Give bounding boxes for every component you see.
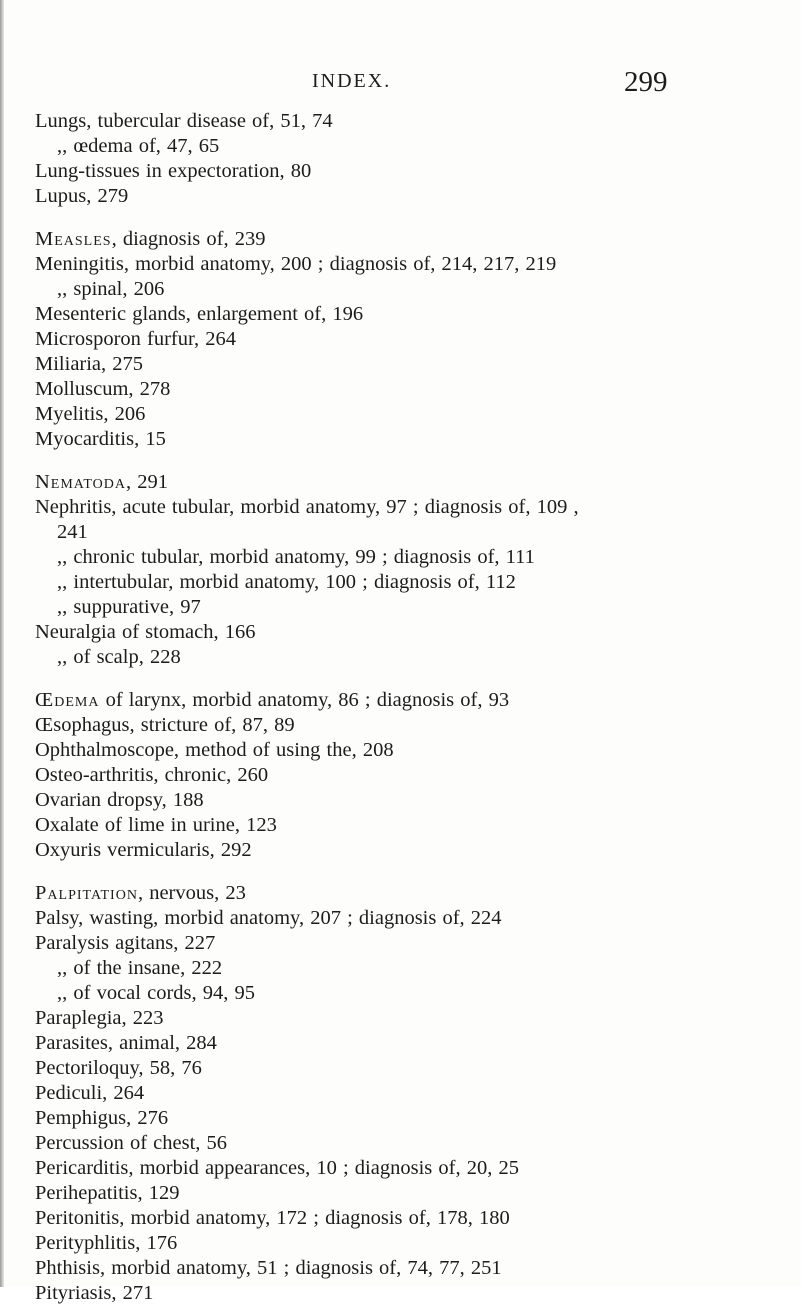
running-title: INDEX.: [312, 70, 392, 92]
index-entry: [0, 688, 801, 713]
index-letter-group: [0, 109, 801, 209]
index-entry: [0, 109, 801, 134]
page-number: 299: [624, 66, 668, 98]
index-entry-text: Paralysis agitans, 227: [35, 932, 216, 954]
index-entry: [0, 931, 801, 956]
index-entry-text: ,, of the insane, 222: [57, 957, 223, 979]
index-entry-text: Pediculi, 264: [35, 1082, 145, 1104]
index-subentry: [0, 545, 801, 570]
index-entry: [0, 327, 801, 352]
index-entry-text: Ovarian dropsy, 188: [35, 789, 204, 811]
index-entry: [0, 184, 801, 209]
index-entry-text: Miliaria, 275: [35, 353, 144, 375]
index-entry-text: Pectoriloquy, 58, 76: [35, 1057, 202, 1079]
index-subentry: [0, 981, 801, 1006]
index-entry: [0, 1156, 801, 1181]
index-entry: [0, 227, 801, 252]
index-entry: [0, 402, 801, 427]
index-entry-text: Paraplegia, 223: [35, 1007, 164, 1029]
index-entry-headword: Palpitation: [35, 882, 138, 904]
index-entry-continuation: [0, 520, 801, 545]
index-entry: [0, 838, 801, 863]
index-entry-text: Oxalate of lime in urine, 123: [35, 814, 277, 836]
index-entry: [0, 1031, 801, 1056]
index-entry: [0, 352, 801, 377]
index-entry-text: Microsporon furfur, 264: [35, 328, 237, 350]
index-entry: [0, 1056, 801, 1081]
index-entry-text: Perityphlitis, 176: [35, 1232, 178, 1254]
index-entry: [0, 427, 801, 452]
index-entry-text: , 291: [126, 471, 168, 493]
index-entries: [0, 109, 801, 1306]
index-entry: [0, 906, 801, 931]
index-subentry: [0, 134, 801, 159]
index-entry-text: Pemphigus, 276: [35, 1107, 169, 1129]
index-entry-text: Nephritis, acute tubular, morbid anatomy, 97 ; diagnosis of, 109 ,: [35, 496, 579, 518]
index-entry: [0, 738, 801, 763]
index-entry: [0, 1206, 801, 1231]
index-entry-text: Parasites, animal, 284: [35, 1032, 217, 1054]
index-entry-text: Osteo-arthritis, chronic, 260: [35, 764, 269, 786]
index-entry: [0, 881, 801, 906]
index-entry-text: ,, suppurative, 97: [57, 596, 201, 618]
index-entry: [0, 763, 801, 788]
index-entry-headword: Œdema: [35, 689, 100, 711]
index-letter-group: [0, 881, 801, 1306]
index-entry: [0, 1181, 801, 1206]
running-header: [0, 66, 801, 106]
index-entry-text: Perihepatitis, 129: [35, 1182, 180, 1204]
index-entry: [0, 252, 801, 277]
index-entry: [0, 813, 801, 838]
index-entry-text: Mesenteric glands, enlargement of, 196: [35, 303, 364, 325]
index-entry-text: ,, of scalp, 228: [57, 646, 181, 668]
index-subentry: [0, 645, 801, 670]
index-subentry: [0, 277, 801, 302]
index-letter-group: [0, 470, 801, 670]
index-letter-group: [0, 227, 801, 452]
index-entry-text: Phthisis, morbid anatomy, 51 ; diagnosis of, 74, 77, 251: [35, 1257, 502, 1279]
index-entry: [0, 159, 801, 184]
index-entry-text: Lungs, tubercular disease of, 51, 74: [35, 110, 333, 132]
index-entry-text: Neuralgia of stomach, 166: [35, 621, 256, 643]
index-entry: [0, 495, 801, 520]
index-entry-text: Œsophagus, stricture of, 87, 89: [35, 714, 295, 736]
index-entry-text: Myelitis, 206: [35, 403, 146, 425]
index-letter-group: [0, 688, 801, 863]
index-entry-text: , nervous, 23: [137, 882, 246, 904]
index-entry: [0, 1256, 801, 1281]
index-entry-headword: Nematoda: [35, 471, 126, 493]
index-entry: [0, 302, 801, 327]
index-entry-text: Pericarditis, morbid appearances, 10 ; diagnosis of, 20, 25: [35, 1157, 519, 1179]
index-entry: [0, 1231, 801, 1256]
index-entry-text: Ophthalmoscope, method of using the, 208: [35, 739, 394, 761]
index-entry-text: ,, spinal, 206: [57, 278, 165, 300]
index-entry-text: Lupus, 279: [35, 185, 129, 207]
index-entry-text: ,, chronic tubular, morbid anatomy, 99 ; diagnosis of, 111: [57, 546, 535, 568]
index-entry: [0, 377, 801, 402]
index-entry: [0, 620, 801, 645]
index-entry: [0, 1006, 801, 1031]
index-entry-text: ,, of vocal cords, 94, 95: [57, 982, 255, 1004]
index-entry: [0, 1281, 801, 1306]
index-entry-headword: Measles: [35, 228, 112, 250]
index-entry-text: Pityriasis, 271: [35, 1282, 154, 1304]
index-entry-text: Molluscum, 278: [35, 378, 171, 400]
index-entry-text: Percussion of chest, 56: [35, 1132, 228, 1154]
index-entry-text: 241: [57, 521, 88, 543]
index-entry: [0, 1131, 801, 1156]
index-subentry: [0, 595, 801, 620]
index-entry-text: Oxyuris vermicularis, 292: [35, 839, 252, 861]
index-entry-text: Myocarditis, 15: [35, 428, 166, 450]
index-entry: [0, 1081, 801, 1106]
index-entry-text: , diagnosis of, 239: [111, 228, 266, 250]
index-entry: [0, 788, 801, 813]
index-entry: [0, 1106, 801, 1131]
index-entry-text: Meningitis, morbid anatomy, 200 ; diagnosis of, 214, 217, 219: [35, 253, 557, 275]
index-entry-text: ,, œdema of, 47, 65: [57, 135, 220, 157]
index-entry-text: Peritonitis, morbid anatomy, 172 ; diagnosis of, 178, 180: [35, 1207, 510, 1229]
index-entry-text: Lung-tissues in expectoration, 80: [35, 160, 312, 182]
index-subentry: [0, 956, 801, 981]
index-entry-text: ,, intertubular, morbid anatomy, 100 ; diagnosis of, 112: [57, 571, 516, 593]
index-entry: [0, 713, 801, 738]
index-entry-text: Palsy, wasting, morbid anatomy, 207 ; diagnosis of, 224: [35, 907, 502, 929]
index-subentry: [0, 570, 801, 595]
index-entry-text: of larynx, morbid anatomy, 86 ; diagnosis of, 93: [99, 689, 510, 711]
index-entry: [0, 470, 801, 495]
